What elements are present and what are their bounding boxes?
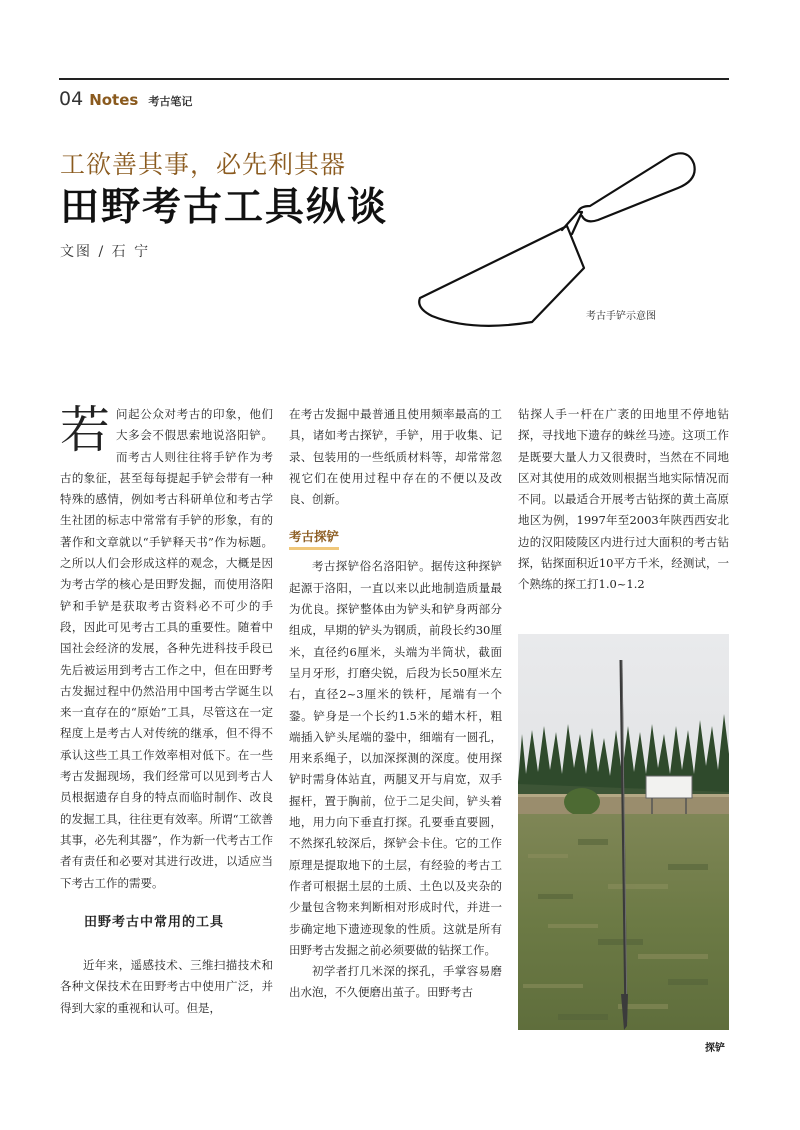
section-label-en: Notes — [89, 91, 139, 109]
article-title: 田野考古工具纵谈 — [60, 185, 389, 230]
paragraph: 钻探人手一杆在广袤的田地里不停地钻探，寻找地下遗存的蛛丝马迹。这项工作是既要大量人力又很费时，当然在不同地区对其使用的成效则根据当地实际情况而不同。以最适合开展考古钻探的黄土高原地区为例，1997年至2003年陕西西安北边的汉阳陵陵区内进行过大面积的考古钻探，钻探面积近10平方千米，经测试，一个熟练的探工打1.0~1.2 — [518, 407, 729, 592]
top-rule — [59, 78, 729, 80]
section-label-cn: 考古笔记 — [148, 95, 193, 108]
trowel-illustration — [412, 150, 712, 330]
page-number: 04 — [59, 88, 84, 110]
byline: 文图 / 石 宁 — [60, 244, 151, 260]
intro-text: 问起公众对考古的印象，他们大多会不假思索地说洛阳铲。而考古人则往往将手铲作为考古的象征，甚至每每提起手铲会带有一种特殊的感情，例如考古科研单位和考古学生社团的标志中常常有手铲的形象，有的著作和文章就以“手铲释天书”作为标题。之所以人们会形成这样的观念，大概是因为考古学的核心是田野发掘，而使用洛阳铲和手铲是获取考古资料必不可少的手段，因此可见考古工具的重要性。随着中国社会经济的发展，各种先进科技手段已先后被运用到考古工作之中，但在田野考古发掘过程中仍然沿用中国考古学诞生以来一直存在的“原始”工具，尽管这在一定程度上是考古人对传统的继承，但不得不承认这些工具工作效率相对低下。在一些考古发掘现场，我们经常可以见到考古人员根据遗存自身的特点而临时制作、改良的发掘工具，往往更有效率。所谓“工欲善其事，必先利其器”，作为新一代考古工作者有责任和必要对其进行改进，以适应当下考古工作的需要。 — [60, 407, 273, 890]
subheading-common-tools: 田野考古中常用的工具 — [84, 914, 225, 930]
probe-photo — [518, 634, 729, 1030]
body-column-1 — [60, 401, 273, 1019]
trowel-caption: 考古手铲示意图 — [586, 311, 656, 322]
paragraph: 近年来，遥感技术、三维扫描技术和各种文保技术在田野考古中使用广泛，并得到大家的重视和认可。但是， — [60, 958, 273, 1015]
drop-cap: 若 — [60, 401, 110, 459]
paragraph: 初学者打几米深的探孔，手掌容易磨出水泡，不久便磨出茧子。田野考古 — [289, 964, 502, 1000]
running-header — [59, 88, 192, 110]
subheading-probe: 考古探铲 — [289, 528, 339, 550]
paragraph: 在考古发掘中最普通且使用频率最高的工具，诸如考古探铲，手铲，用于收集、记录、包装用的一些纸质材料等，却常常忽视它们在使用过程中存在的不便以及改良、创新。 — [289, 407, 502, 507]
probe-caption: 探铲 — [705, 1043, 725, 1054]
body-column-3 — [518, 404, 729, 596]
article-kicker: 工欲善其事，必先利其器 — [60, 150, 347, 179]
intro-paragraph — [60, 401, 273, 894]
paragraph: 考古探铲俗名洛阳铲。据传这种探铲起源于洛阳，一直以来以此地制造质量最为优良。探铲整体由为铲头和铲身两部分组成，早期的铲头为钢质，前段长约30厘米，直径约6厘米，头端为半筒状，截面呈月牙形，打磨尖锐，后段为长50厘米左右，直径2~3厘米的铁杆，尾端有一个銎。铲身是一个长约1.5米的蜡木杆，粗端插入铲头尾端的銎中，细端有一圆孔，用来系绳子，以加深探测的深度。使用探铲时需身体站直，两腿叉开与肩宽，双手握杆，置于胸前，位于二足尖间，铲头着地，用力向下垂直打探。孔要垂直要圆，不然探孔较深后，探铲会卡住。它的工作原理是提取地下的土层，有经验的考古工作者可根据土层的土质、土色以及夹杂的少量包含物来判断相对形成时代，并进一步确定地下遗迹现象的性质。这就是所有田野考古发掘之前必须要做的钻探工作。 — [289, 559, 502, 957]
body-column-2 — [289, 404, 502, 1004]
